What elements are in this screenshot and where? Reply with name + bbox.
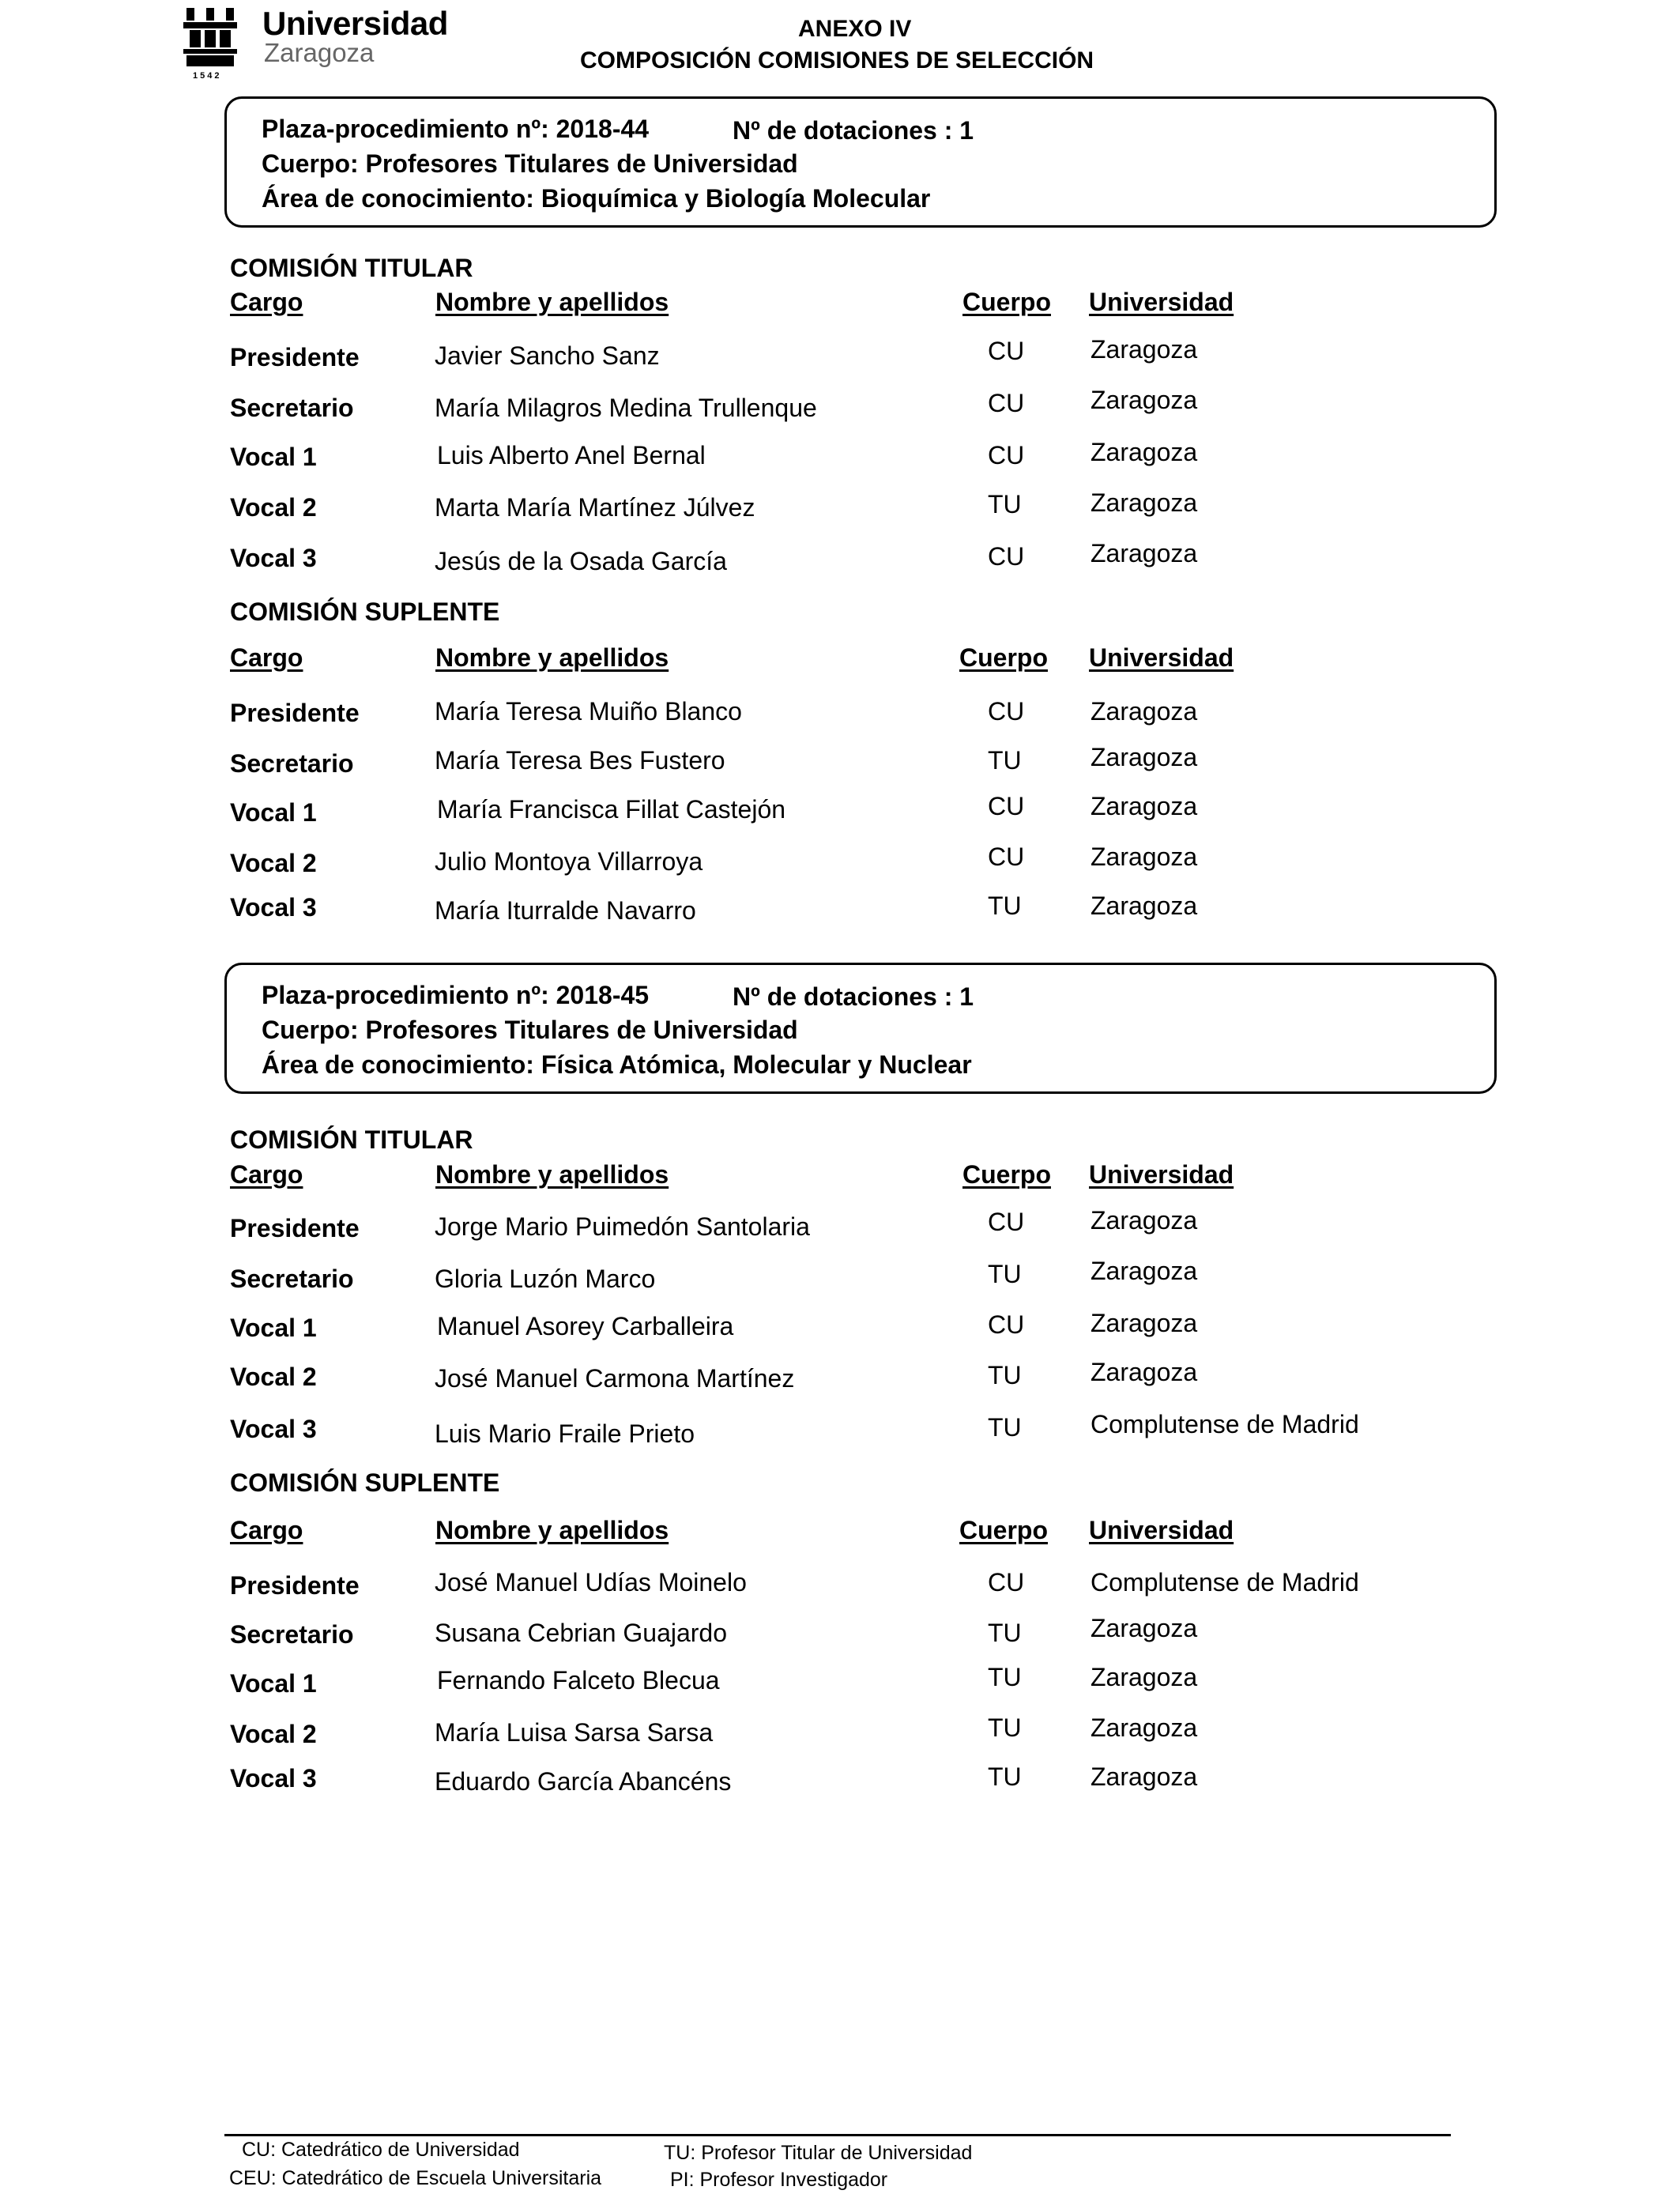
cell-uni: Zaragoza [1090, 1309, 1198, 1337]
cell-uni: Zaragoza [1090, 892, 1198, 920]
cell-cuerpo: CU [988, 1310, 1025, 1339]
cell-cargo: Presidente [230, 699, 360, 727]
section-titular: COMISIÓN TITULAR [230, 1125, 473, 1154]
cell-cuerpo: TU [988, 490, 1022, 518]
cell-cuerpo: TU [988, 892, 1022, 920]
cell-uni: Zaragoza [1090, 843, 1198, 871]
cell-name: María Iturralde Navarro [435, 896, 696, 925]
cell-cuerpo: TU [988, 746, 1022, 775]
cell-name: Fernando Falceto Blecua [437, 1666, 720, 1695]
cell-cargo: Presidente [230, 343, 360, 371]
cell-cargo: Vocal 1 [230, 443, 317, 471]
legend-cu: CU: Catedrático de Universidad [242, 2139, 520, 2161]
cell-uni: Zaragoza [1090, 792, 1198, 820]
cell-uni: Zaragoza [1090, 1358, 1198, 1386]
cell-cuerpo: CU [988, 1568, 1025, 1596]
cell-uni: Zaragoza [1090, 1713, 1198, 1742]
cell-name: Jesús de la Osada García [435, 547, 727, 575]
cell-cuerpo: TU [988, 1361, 1022, 1389]
cell-name: María Teresa Bes Fustero [435, 746, 725, 775]
annex-title: ANEXO IV [798, 16, 912, 42]
cell-name: Javier Sancho Sanz [435, 341, 660, 370]
cell-cuerpo: TU [988, 1260, 1022, 1288]
cell-cargo: Vocal 3 [230, 1764, 317, 1793]
col-header-cargo: Cargo [230, 643, 303, 672]
cell-name: Jorge Mario Puimedón Santolaria [435, 1212, 810, 1241]
logo-name: Universidad [262, 5, 448, 42]
cell-cuerpo: CU [988, 1208, 1025, 1236]
document-title: COMPOSICIÓN COMISIONES DE SELECCIÓN [580, 47, 1094, 74]
cell-uni: Zaragoza [1090, 488, 1198, 517]
cell-cargo: Vocal 2 [230, 493, 317, 522]
cell-cuerpo: TU [988, 1619, 1022, 1647]
cell-cargo: Secretario [230, 1620, 354, 1649]
cell-uni: Zaragoza [1090, 335, 1198, 364]
col-header-name: Nombre y apellidos [435, 643, 669, 672]
cell-uni: Zaragoza [1090, 697, 1198, 726]
legend-pi: PI: Profesor Investigador [670, 2169, 888, 2191]
plaza-info-box [224, 963, 1497, 1094]
castle-emblem-icon [182, 6, 239, 70]
cell-name: José Manuel Carmona Martínez [435, 1364, 795, 1393]
col-header-name: Nombre y apellidos [435, 1516, 669, 1544]
cell-cargo: Vocal 1 [230, 1669, 317, 1698]
cell-cargo: Vocal 3 [230, 1415, 317, 1443]
col-header-cuerpo: Cuerpo [959, 643, 1048, 672]
cell-cargo: Secretario [230, 749, 354, 778]
plaza-info-box [224, 96, 1497, 228]
cell-cuerpo: CU [988, 792, 1025, 820]
university-logo [180, 5, 480, 84]
cell-uni: Zaragoza [1090, 539, 1198, 567]
cell-cuerpo: TU [988, 1413, 1022, 1442]
cell-name: María Francisca Fillat Castejón [437, 795, 786, 824]
cell-uni: Zaragoza [1090, 1762, 1198, 1791]
cell-cuerpo: TU [988, 1713, 1022, 1742]
col-header-uni: Universidad [1089, 1516, 1234, 1544]
col-header-name: Nombre y apellidos [435, 288, 669, 316]
cell-name: María Milagros Medina Trullenque [435, 394, 817, 422]
col-header-uni: Universidad [1089, 1160, 1234, 1189]
cell-uni: Zaragoza [1090, 438, 1198, 466]
cell-cargo: Secretario [230, 394, 354, 422]
plaza-dotaciones: Nº de dotaciones : 1 [733, 982, 974, 1011]
cell-name: Julio Montoya Villarroya [435, 847, 703, 876]
cell-cargo: Vocal 1 [230, 798, 317, 827]
plaza-cuerpo: Cuerpo: Profesores Titulares de Universidad [262, 1016, 798, 1044]
cell-name: Gloria Luzón Marco [435, 1265, 656, 1293]
cell-uni: Zaragoza [1090, 386, 1198, 414]
cell-cuerpo: CU [988, 441, 1025, 469]
cell-name: María Luisa Sarsa Sarsa [435, 1718, 714, 1747]
cell-cargo: Vocal 3 [230, 544, 317, 572]
plaza-area: Área de conocimiento: Física Atómica, Molecular y Nuclear [262, 1050, 972, 1079]
cell-name: Luis Mario Fraile Prieto [435, 1419, 695, 1448]
col-header-cuerpo: Cuerpo [959, 1516, 1048, 1544]
cell-cargo: Presidente [230, 1214, 360, 1242]
cell-cargo: Vocal 3 [230, 893, 317, 922]
footer-divider [224, 2134, 1451, 2136]
cell-uni: Zaragoza [1090, 1614, 1198, 1642]
cell-name: Susana Cebrian Guajardo [435, 1619, 728, 1647]
cell-uni: Complutense de Madrid [1090, 1410, 1359, 1438]
cell-uni: Zaragoza [1090, 1206, 1198, 1235]
cell-cargo: Secretario [230, 1265, 354, 1293]
legend-ceu: CEU: Catedrático de Escuela Universitaria [229, 2167, 602, 2189]
plaza-dotaciones: Nº de dotaciones : 1 [733, 116, 974, 145]
plaza-area: Área de conocimiento: Bioquímica y Biología Molecular [262, 184, 931, 213]
cell-cargo: Vocal 2 [230, 849, 317, 877]
plaza-cuerpo: Cuerpo: Profesores Titulares de Universidad [262, 149, 798, 178]
cell-name: Manuel Asorey Carballeira [437, 1312, 734, 1340]
cell-cuerpo: CU [988, 697, 1025, 726]
section-suplente: COMISIÓN SUPLENTE [230, 598, 500, 626]
col-header-cargo: Cargo [230, 288, 303, 316]
logo-city: Zaragoza [264, 38, 375, 67]
cell-name: Luis Alberto Anel Bernal [437, 441, 706, 469]
col-header-name: Nombre y apellidos [435, 1160, 669, 1189]
cell-cuerpo: TU [988, 1663, 1022, 1691]
cell-cuerpo: CU [988, 389, 1025, 417]
plaza-procedimiento: Plaza-procedimiento nº: 2018-45 [262, 981, 650, 1009]
col-header-cuerpo: Cuerpo [962, 1160, 1051, 1189]
logo-year: 1542 [193, 71, 222, 81]
cell-cuerpo: CU [988, 337, 1025, 365]
col-header-uni: Universidad [1089, 288, 1234, 316]
cell-cargo: Vocal 2 [230, 1363, 317, 1391]
cell-name: Marta María Martínez Júlvez [435, 493, 755, 522]
legend-tu: TU: Profesor Titular de Universidad [664, 2142, 973, 2164]
col-header-uni: Universidad [1089, 643, 1234, 672]
cell-name: José Manuel Udías Moinelo [435, 1568, 747, 1596]
cell-cuerpo: CU [988, 542, 1025, 571]
col-header-cargo: Cargo [230, 1160, 303, 1189]
section-suplente: COMISIÓN SUPLENTE [230, 1468, 500, 1497]
cell-uni: Complutense de Madrid [1090, 1568, 1359, 1596]
cell-uni: Zaragoza [1090, 743, 1198, 771]
section-titular: COMISIÓN TITULAR [230, 254, 473, 282]
col-header-cuerpo: Cuerpo [962, 288, 1051, 316]
cell-cargo: Presidente [230, 1571, 360, 1600]
cell-cuerpo: CU [988, 843, 1025, 871]
cell-uni: Zaragoza [1090, 1257, 1198, 1285]
cell-name: María Teresa Muiño Blanco [435, 697, 742, 726]
cell-uni: Zaragoza [1090, 1663, 1198, 1691]
cell-cuerpo: TU [988, 1762, 1022, 1791]
plaza-procedimiento: Plaza-procedimiento nº: 2018-44 [262, 115, 650, 143]
col-header-cargo: Cargo [230, 1516, 303, 1544]
cell-name: Eduardo García Abancéns [435, 1767, 732, 1796]
cell-cargo: Vocal 2 [230, 1720, 317, 1748]
cell-cargo: Vocal 1 [230, 1314, 317, 1342]
